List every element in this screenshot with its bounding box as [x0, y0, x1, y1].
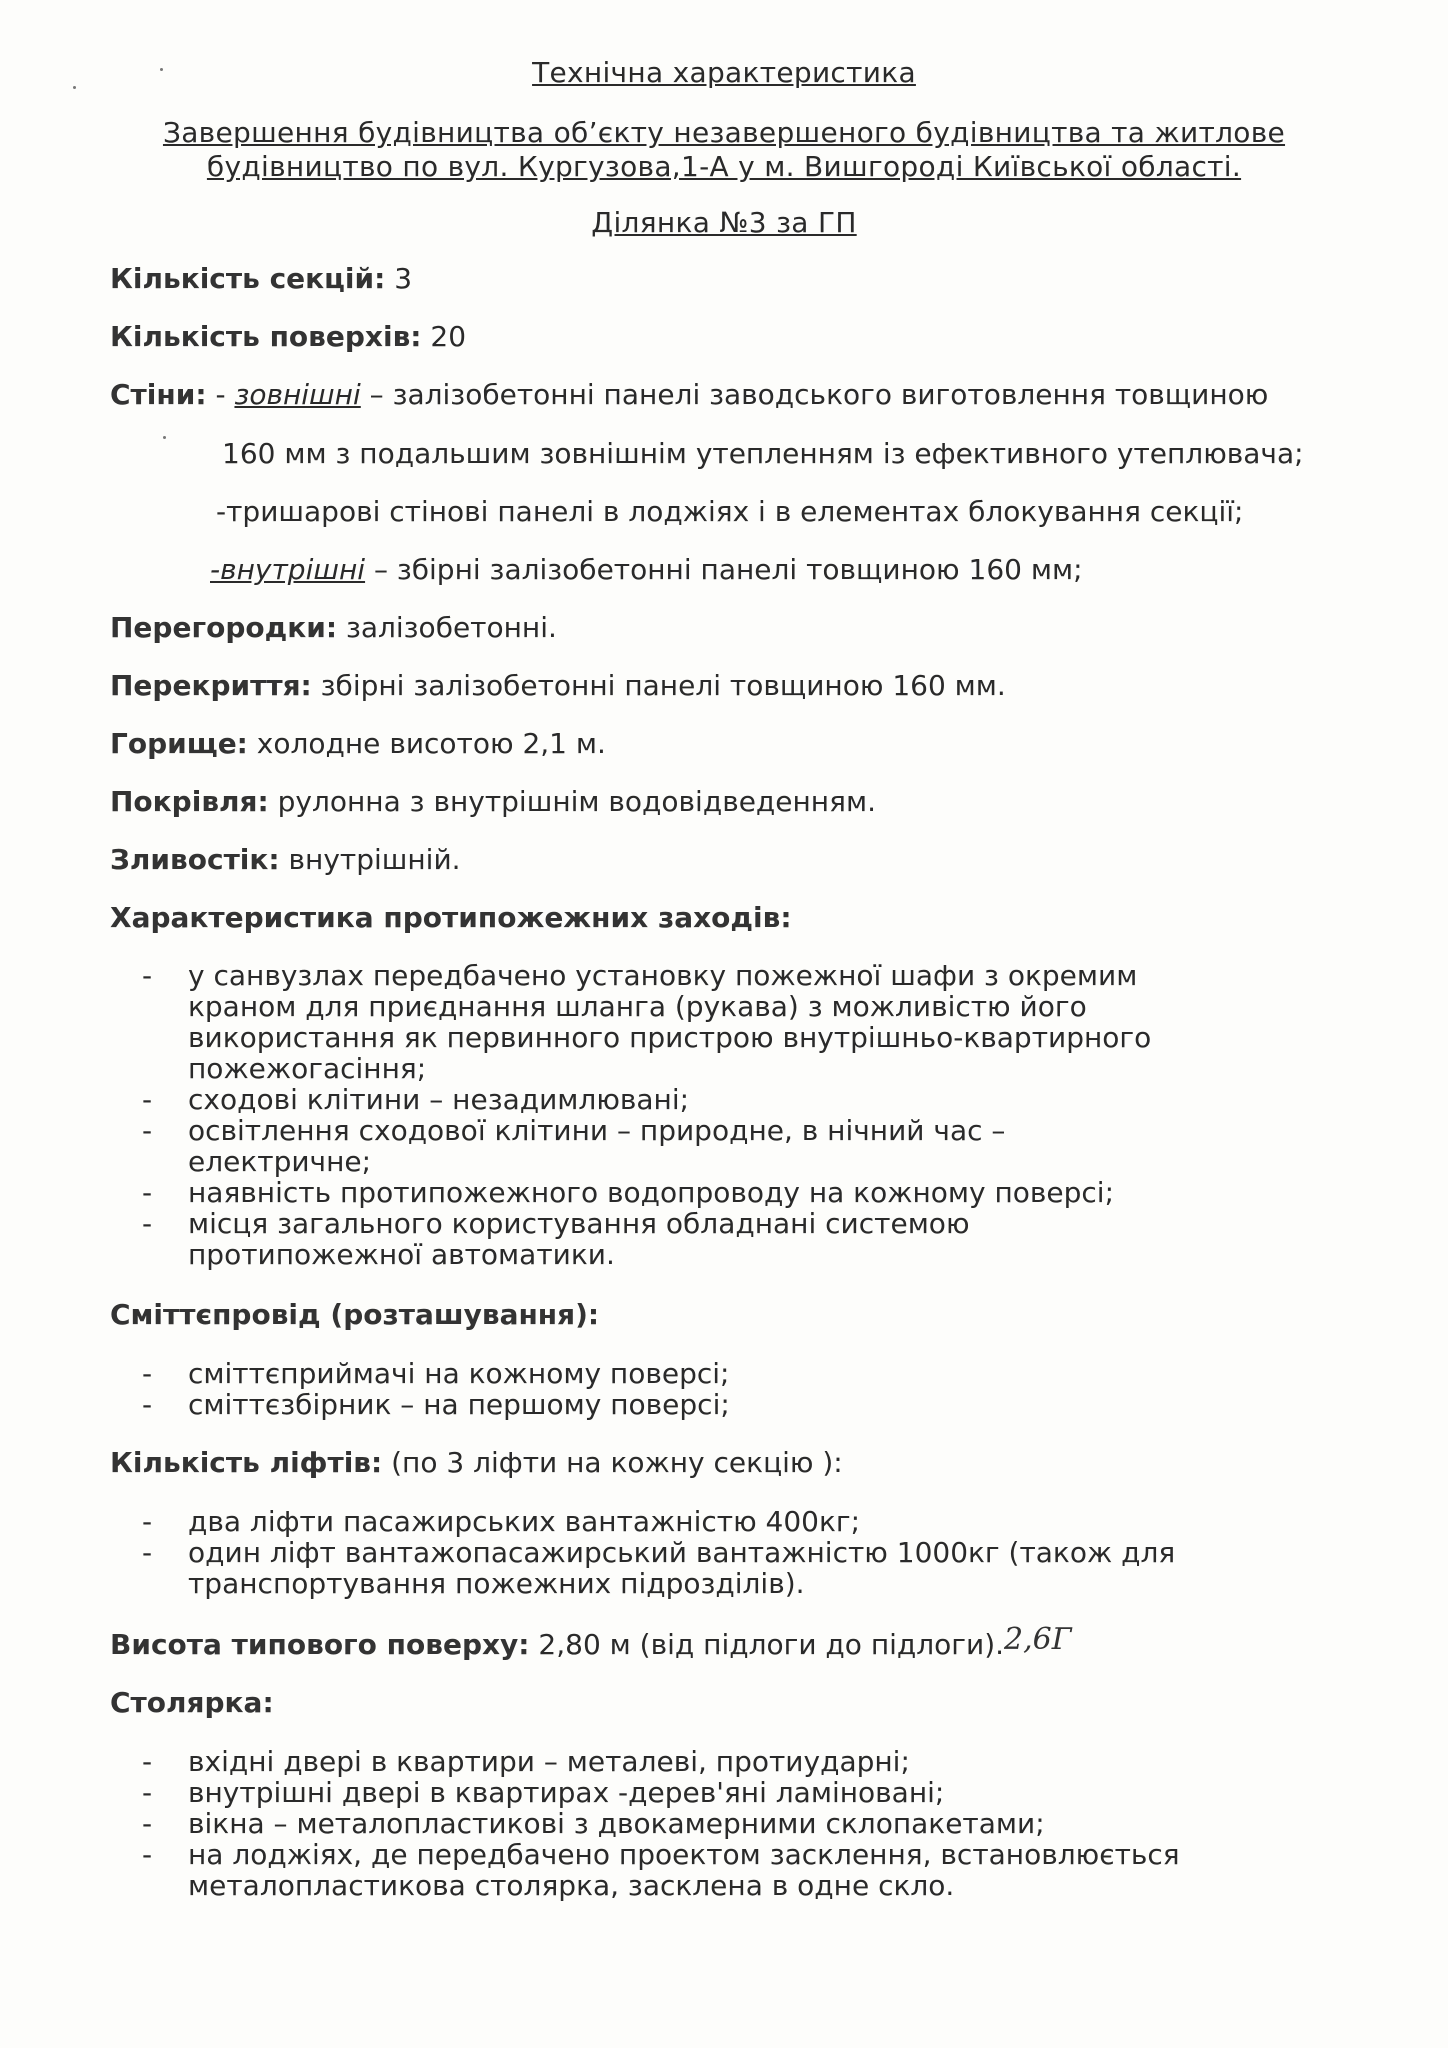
list-item-text: внутрішні двері в квартирах -дерев'яні ламіновані;: [188, 1776, 945, 1809]
walls-external-line-1: – залізобетонні панелі заводського виготовлення товщиною: [360, 378, 1269, 411]
lifts-list: [142, 1506, 1175, 1599]
list-item-text: металопластикова столярка, засклена в одне скло.: [188, 1869, 955, 1902]
partitions-label: Перегородки:: [110, 611, 338, 644]
list-item: [142, 1506, 1175, 1537]
list-item: [142, 1746, 1180, 1777]
attic-label: Горище:: [110, 727, 248, 760]
drain-value: внутрішній.: [279, 843, 461, 876]
scan-speck: [163, 436, 166, 439]
chute-list: [142, 1358, 730, 1420]
project-title-line-1: Завершення будівництва об’єкту незавершеного будівництва та житлове: [162, 116, 1286, 149]
document-title: Технічна характеристика: [532, 56, 916, 89]
floor-slabs-value: збірні залізобетонні панелі товщиною 160 мм.: [311, 669, 1006, 702]
walls-label: Стіни:: [110, 378, 207, 411]
chute-heading: Сміттєпровід (розташування):: [110, 1298, 600, 1331]
list-item-text: пожежогасіння;: [188, 1052, 427, 1085]
floors-count-value: 20: [421, 320, 467, 353]
list-item-text: один ліфт вантажопасажирський вантажністю 1000кг (також для: [188, 1536, 1176, 1569]
list-item-text: місця загального користування обладнані системою: [188, 1207, 970, 1240]
walls-external-word: зовнішні: [234, 378, 361, 411]
handwritten-note: 2,6Г: [1004, 1622, 1072, 1657]
floor-height-row: [110, 1628, 1004, 1661]
joinery-heading: Столярка:: [110, 1686, 274, 1719]
list-item: [142, 1389, 730, 1420]
list-item-text: у санвузлах передбачено установку пожежної шафи з окремим: [188, 959, 1138, 992]
floors-count-label: Кількість поверхів:: [110, 320, 422, 353]
joinery-list: [142, 1746, 1180, 1901]
list-item-text: сходові клітини – незадимлювані;: [188, 1083, 690, 1116]
list-item-text: транспортування пожежних підрозділів).: [188, 1567, 805, 1600]
list-item: [142, 1358, 730, 1389]
list-item: [142, 1115, 1151, 1177]
floors-count-row: [110, 320, 466, 353]
list-item-text: два ліфти пасажирських вантажністю 400кг;: [188, 1505, 861, 1538]
project-title-line-2: будівництво по вул. Кургузова,1-А у м. Вишгороді Київської області.: [206, 150, 1242, 183]
drain-label: Зливостік:: [110, 843, 280, 876]
floor-slabs-label: Перекриття:: [110, 669, 312, 702]
walls-dash: -: [206, 378, 235, 411]
walls-internal-text: – збірні залізобетонні панелі товщиною 160 мм;: [365, 553, 1083, 586]
roof-value: рулонна з внутрішнім водовідведенням.: [268, 785, 876, 818]
floor-height-label: Висота типового поверху:: [110, 1628, 530, 1661]
floor-height-value: 2,80 м (від підлоги до підлоги).: [529, 1628, 1005, 1661]
list-item: [142, 1177, 1151, 1208]
walls-internal-word: -внутрішні: [210, 553, 366, 586]
walls-row: [110, 378, 1268, 411]
list-item-text: наявність протипожежного водопроводу на кожному поверсі;: [188, 1176, 1115, 1209]
list-item-text: сміттєзбірник – на першому поверсі;: [188, 1388, 730, 1421]
walls-external-line-2: 160 мм з подальшим зовнішнім утепленням із ефективного утеплювача;: [222, 437, 1304, 470]
list-item-text: сміттєприймачі на кожному поверсі;: [188, 1357, 730, 1390]
list-item: [142, 1208, 1151, 1270]
roof-label: Покрівля:: [110, 785, 269, 818]
list-item-text: використання як первинного пристрою внутрішньо-квартирного: [188, 1021, 1152, 1054]
partitions-value: залізобетонні.: [337, 611, 557, 644]
list-item: [142, 1537, 1175, 1599]
list-item-text: електричне;: [188, 1145, 372, 1178]
roof-row: [110, 785, 876, 818]
sections-count-label: Кількість секцій:: [110, 262, 386, 295]
floor-slabs-row: [110, 669, 1006, 702]
list-item-text: на лоджіях, де передбачено проектом засклення, встановлюється: [188, 1838, 1180, 1871]
sections-count-row: [110, 262, 412, 295]
list-item-text: вхідні двері в квартири – металеві, протиударні;: [188, 1745, 910, 1778]
fire-safety-heading: Характеристика протипожежних заходів:: [110, 901, 792, 934]
list-item-text: протипожежної автоматики.: [188, 1238, 615, 1271]
list-item: [142, 1808, 1180, 1839]
list-item-text: краном для приєднання шланга (рукава) з можливістю його: [188, 990, 1087, 1023]
lifts-label: Кількість ліфтів:: [110, 1446, 383, 1479]
walls-internal-row: [210, 553, 1083, 586]
list-item: [142, 960, 1151, 1084]
attic-row: [110, 727, 606, 760]
walls-external-line-3: -тришарові стінові панелі в лоджіях і в елементах блокування секції;: [216, 495, 1244, 528]
drain-row: [110, 843, 461, 876]
list-item: [142, 1084, 1151, 1115]
lifts-value: (по 3 ліфти на кожну секцію ):: [382, 1446, 843, 1479]
lifts-row: [110, 1446, 843, 1479]
site-title: Ділянка №3 за ГП: [591, 206, 857, 239]
fire-safety-list: [142, 960, 1151, 1270]
list-item-text: освітлення сходової клітини – природне, в нічний час –: [188, 1114, 1006, 1147]
sections-count-value: 3: [385, 262, 413, 295]
partitions-row: [110, 611, 557, 644]
attic-value: холодне висотою 2,1 м.: [247, 727, 606, 760]
list-item: [142, 1777, 1180, 1808]
list-item-text: вікна – металопластикові з двокамерними склопакетами;: [188, 1807, 1045, 1840]
list-item: [142, 1839, 1180, 1901]
